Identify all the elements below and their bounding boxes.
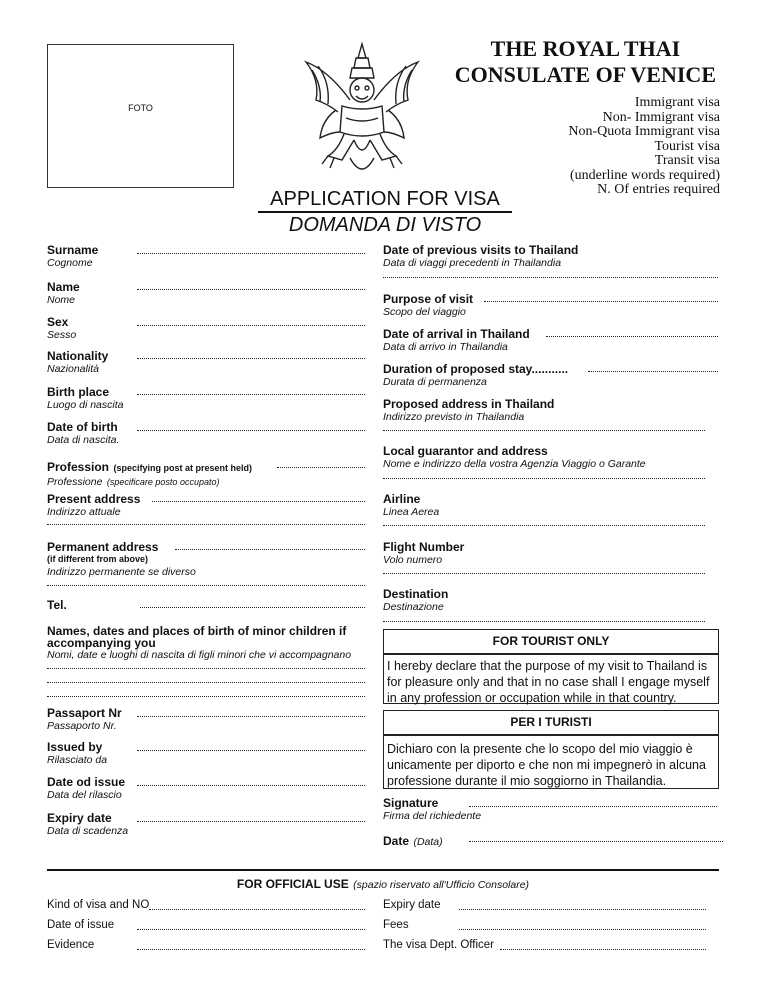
sex-label: Sex [47,315,69,329]
destination-field[interactable] [383,621,705,622]
guarantor-field[interactable] [383,478,705,479]
form-title-it: DOMANDA DI VISTO [288,214,482,236]
previous-visits-sub: Data di viaggi precedenti in Thailandia [383,257,562,269]
visa-type: Non-Quota Immigrant visa [568,124,720,139]
address-th-label: Proposed address in Thailand [383,397,555,411]
official-kind-field[interactable] [149,909,365,910]
issue-date-sub: Data del rilascio [47,789,122,801]
expiry-sub: Data di scadenza [47,825,129,837]
surname-label: Surname [47,243,99,257]
name-sub: Nome [47,294,76,306]
airline-sub: Linea Aerea [383,506,440,518]
arrival-field[interactable] [546,336,718,337]
birth-place-label: Birth place [47,385,110,399]
official-officer-label: The visa Dept. Officer [383,939,494,951]
guarantor-sub: Nome e indirizzo della vostra Agenzia Viaggio o Garante [383,458,646,470]
present-address-sub: Indirizzo attuale [47,506,121,518]
profession-sub: Professione [47,476,103,488]
date-field[interactable] [469,841,723,842]
issued-by-field[interactable] [137,750,365,751]
title-line-2: CONSULATE OF VENICE [454,62,716,87]
permanent-address-field-1[interactable] [175,549,365,550]
birth-date-field[interactable] [137,430,365,431]
official-fees-field[interactable] [459,929,706,930]
tel-field[interactable] [140,607,365,608]
entries-required: N. Of entries required [597,182,720,197]
form-title-en: APPLICATION FOR VISA [270,188,500,210]
present-address-field-2[interactable] [47,524,365,525]
profession-sub-note: (specificare posto occupato) [106,477,220,487]
permanent-address-note: (if different from above) [47,554,149,564]
minors-field-1[interactable] [47,668,365,669]
tourist-it-body [383,735,719,789]
arrival-label: Date of arrival in Thailand [383,327,530,341]
tourist-en-title: FOR TOURIST ONLY [492,634,610,648]
passport-label: Passaport Nr [47,706,122,720]
nationality-sub: Nazionalità [47,363,99,375]
official-evidence-label: Evidence [47,939,95,951]
official-officer-field[interactable] [500,949,706,950]
issue-date-label: Date od issue [47,775,126,789]
birth-date-sub: Data di nascita. [47,434,120,446]
airline-field[interactable] [383,525,705,526]
guarantor-label: Local guarantor and address [383,444,548,458]
surname-field[interactable] [137,253,365,254]
tourist-it-title: PER I TURISTI [510,715,592,729]
airline-label: Airline [383,492,421,506]
flight-sub: Volo numero [383,554,443,566]
issue-date-field[interactable] [137,785,365,786]
present-address-field-1[interactable] [152,501,365,502]
passport-sub: Passaporto Nr. [47,720,117,732]
official-rule [47,869,719,871]
address-th-sub: Indirizzo previsto in Thailandia [383,411,525,423]
title-line-1: THE ROYAL THAI [490,36,681,61]
nationality-label: Nationality [47,349,109,363]
official-expiry-label: Expiry date [383,899,441,911]
issued-by-sub: Rilasciato da [47,754,108,766]
signature-label: Signature [383,796,439,810]
purpose-sub: Scopo del viaggio [383,306,466,318]
visa-types-list [568,96,720,198]
garuda-emblem-icon [298,40,426,182]
arrival-sub: Data di arrivo in Thailandia [383,341,508,353]
official-issue-label: Date of issue [47,919,115,931]
name-label: Name [47,280,80,294]
photo-box [47,44,234,188]
form-title-rule [258,211,512,213]
visa-type-note: (underline words required) [569,167,720,183]
passport-field[interactable] [137,716,365,717]
signature-sub: Firma del richiedente [383,810,482,822]
visa-type: Tourist visa [654,138,720,154]
present-address-label: Present address [47,492,141,506]
duration-field[interactable] [588,371,718,372]
destination-sub: Destinazione [383,601,444,613]
previous-visits-label: Date of previous visits to Thailand [383,243,579,257]
official-evidence-field[interactable] [137,949,365,950]
expiry-field[interactable] [137,821,365,822]
official-fees-label: Fees [383,919,409,931]
official-title: FOR OFFICIAL USE [236,877,349,891]
flight-label: Flight Number [383,540,465,554]
tourist-en-line: in any profession or occupation while in that country. [387,691,677,705]
nationality-field[interactable] [137,358,365,359]
official-issue-field[interactable] [137,929,365,930]
profession-note: (specifying post at present held) [113,463,252,473]
minors-label-2: accompanying you [47,636,156,650]
birth-place-sub: Luogo di nascita [47,399,124,411]
purpose-field[interactable] [484,301,718,302]
date-sub: (Data) [413,836,443,848]
visa-type: Transit visa [654,153,720,168]
tourist-en-line: for pleasure only and that in no case shall I engage myself [387,675,710,689]
profession-label: Profession [47,460,110,474]
profession-field[interactable] [277,467,365,468]
visa-type: Non- Immigrant visa [602,109,720,125]
duration-sub: Durata di permanenza [383,376,487,388]
birth-place-field[interactable] [137,394,365,395]
profession-sub-row [47,472,219,490]
official-kind-label: Kind of visa and NO [47,899,150,911]
sex-sub: Sesso [47,329,77,341]
permanent-address-field-2[interactable] [47,585,365,586]
address-th-field[interactable] [383,430,705,431]
permanent-address-sub: Indirizzo permanente se diverso [47,566,196,578]
minors-field-2[interactable] [47,682,365,683]
birth-date-label: Date of birth [47,420,118,434]
destination-label: Destination [383,587,449,601]
minors-field-3[interactable] [47,696,365,697]
date-label: Date [383,834,410,848]
tourist-en-line: I hereby declare that the purpose of my visit to Thailand is [387,659,708,673]
tourist-it-header [383,710,719,735]
tourist-it-line: professione durante il mio soggiorno in Thailandia. [387,774,667,788]
tel-label: Tel. [47,598,67,612]
minors-sub: Nomi, date e luoghi di nascita di figli minori che vi accompagnano [47,649,352,661]
tourist-en-body [383,654,719,704]
date-label-row [383,832,443,850]
official-sub: (spazio riservato all'Ufficio Consolare) [353,879,530,891]
duration-label: Duration of proposed stay........... [383,362,569,376]
photo-label: FOTO [128,103,153,113]
signature-field[interactable] [469,806,717,807]
permanent-address-label: Permanent address [47,540,159,554]
flight-field[interactable] [383,573,705,574]
minors-label-1: Names, dates and places of birth of minor children if [47,624,347,638]
tourist-en-header [383,629,719,654]
purpose-label: Purpose of visit [383,292,474,306]
official-expiry-field[interactable] [459,909,706,910]
visa-type: Immigrant visa [634,95,720,110]
expiry-label: Expiry date [47,811,112,825]
consulate-title [455,36,716,88]
tourist-it-line: Dichiaro con la presente che lo scopo del mio viaggio è [387,742,693,756]
surname-sub: Cognome [47,257,93,269]
tourist-it-line: unicamente per diporto e che non mi impegnerò in alcuna [387,758,706,772]
issued-by-label: Issued by [47,740,103,754]
official-header [47,875,719,893]
previous-visits-field[interactable] [383,277,718,278]
name-field[interactable] [137,289,365,290]
sex-field[interactable] [137,325,365,326]
